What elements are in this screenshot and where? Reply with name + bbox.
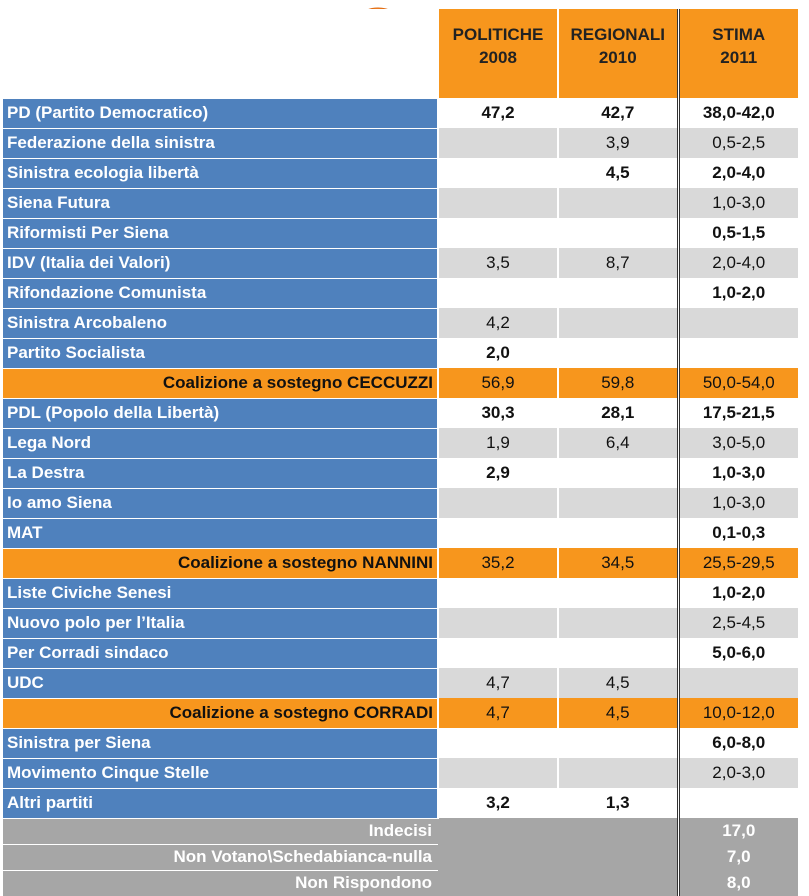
footer-label: Indecisi — [3, 818, 438, 844]
value-cell — [438, 638, 558, 668]
value-cell: 56,9 — [438, 368, 558, 398]
value-cell: 2,5-4,5 — [678, 608, 798, 638]
value-cell: 3,0-5,0 — [678, 428, 798, 458]
coalition-row — [3, 368, 798, 398]
party-row — [3, 218, 798, 248]
party-label: Rifondazione Comunista — [3, 278, 438, 308]
value-cell — [678, 308, 798, 338]
value-cell — [678, 338, 798, 368]
value-cell: 6,0-8,0 — [678, 728, 798, 758]
party-label: Partito Socialista — [3, 338, 438, 368]
party-row — [3, 668, 798, 698]
party-label: La Destra — [3, 458, 438, 488]
party-row — [3, 308, 798, 338]
value-cell: 0,5-2,5 — [678, 128, 798, 158]
value-cell: 8,7 — [558, 248, 678, 278]
party-label: Sinistra Arcobaleno — [3, 308, 438, 338]
value-cell: 3,9 — [558, 128, 678, 158]
party-row — [3, 758, 798, 788]
coalition-row — [3, 548, 798, 578]
coalition-label: Coalizione a sostegno NANNINI — [3, 548, 438, 578]
footer-value: 17,0 — [678, 818, 798, 844]
party-row — [3, 788, 798, 818]
party-row — [3, 188, 798, 218]
party-label: MAT — [3, 518, 438, 548]
footer-empty-cell — [438, 844, 558, 870]
party-label: Liste Civiche Senesi — [3, 578, 438, 608]
value-cell: 34,5 — [558, 548, 678, 578]
footer-empty-cell — [558, 818, 678, 844]
value-cell — [438, 188, 558, 218]
footer-value: 8,0 — [678, 870, 798, 896]
value-cell — [558, 308, 678, 338]
party-row — [3, 338, 798, 368]
value-cell — [558, 458, 678, 488]
value-cell — [558, 518, 678, 548]
value-cell: 4,5 — [558, 698, 678, 728]
party-row — [3, 488, 798, 518]
value-cell: 28,1 — [558, 398, 678, 428]
value-cell: 50,0-54,0 — [678, 368, 798, 398]
party-label: Sinistra ecologia libertà — [3, 158, 438, 188]
footer-empty-cell — [558, 844, 678, 870]
coalition-row — [3, 698, 798, 728]
value-cell: 59,8 — [558, 368, 678, 398]
party-row — [3, 458, 798, 488]
party-label: PD (Partito Democratico) — [3, 98, 438, 128]
value-cell: 0,5-1,5 — [678, 218, 798, 248]
value-cell — [678, 668, 798, 698]
party-label: PDL (Popolo della Libertà) — [3, 398, 438, 428]
value-cell — [558, 608, 678, 638]
value-cell: 4,5 — [558, 668, 678, 698]
header-row — [3, 9, 798, 98]
value-cell: 1,9 — [438, 428, 558, 458]
footer-label: Non Rispondono — [3, 870, 438, 896]
value-cell — [438, 128, 558, 158]
value-cell: 4,7 — [438, 668, 558, 698]
party-row — [3, 518, 798, 548]
party-label: Movimento Cinque Stelle — [3, 758, 438, 788]
party-row — [3, 428, 798, 458]
value-cell: 3,5 — [438, 248, 558, 278]
value-cell: 25,5-29,5 — [678, 548, 798, 578]
party-label: UDC — [3, 668, 438, 698]
value-cell: 3,2 — [438, 788, 558, 818]
header-politiche: POLITICHE 2008 — [438, 9, 558, 98]
party-row — [3, 398, 798, 428]
value-cell — [558, 278, 678, 308]
party-label: Riformisti Per Siena — [3, 218, 438, 248]
header-stima: STIMA 2011 — [678, 9, 798, 98]
value-cell: 1,0-3,0 — [678, 188, 798, 218]
coalition-label: Coalizione a sostegno CORRADI — [3, 698, 438, 728]
party-row — [3, 278, 798, 308]
party-label: Altri partiti — [3, 788, 438, 818]
value-cell: 2,0-4,0 — [678, 158, 798, 188]
party-label: Federazione della sinistra — [3, 128, 438, 158]
party-row — [3, 98, 798, 128]
value-cell: 47,2 — [438, 98, 558, 128]
value-cell: 2,0 — [438, 338, 558, 368]
footer-row — [3, 844, 798, 870]
value-cell: 38,0-42,0 — [678, 98, 798, 128]
coalition-label: Coalizione a sostegno CECCUZZI — [3, 368, 438, 398]
value-cell: 42,7 — [558, 98, 678, 128]
value-cell — [438, 518, 558, 548]
value-cell — [558, 488, 678, 518]
party-row — [3, 128, 798, 158]
party-row — [3, 248, 798, 278]
footer-value: 7,0 — [678, 844, 798, 870]
value-cell — [558, 578, 678, 608]
party-row — [3, 158, 798, 188]
value-cell — [438, 758, 558, 788]
party-label: Lega Nord — [3, 428, 438, 458]
value-cell: 30,3 — [438, 398, 558, 428]
value-cell — [558, 218, 678, 248]
party-label: IDV (Italia dei Valori) — [3, 248, 438, 278]
party-label: Io amo Siena — [3, 488, 438, 518]
value-cell — [438, 158, 558, 188]
party-row — [3, 578, 798, 608]
footer-empty-cell — [438, 818, 558, 844]
value-cell — [558, 728, 678, 758]
value-cell — [438, 278, 558, 308]
header-regionali: REGIONALI 2010 — [558, 9, 678, 98]
results-table — [3, 9, 798, 896]
party-label: Sinistra per Siena — [3, 728, 438, 758]
value-cell — [438, 608, 558, 638]
value-cell: 4,2 — [438, 308, 558, 338]
value-cell: 5,0-6,0 — [678, 638, 798, 668]
value-cell: 2,0-3,0 — [678, 758, 798, 788]
value-cell: 1,0-3,0 — [678, 488, 798, 518]
value-cell: 1,3 — [558, 788, 678, 818]
value-cell — [438, 488, 558, 518]
value-cell — [558, 338, 678, 368]
value-cell — [438, 578, 558, 608]
value-cell: 1,0-3,0 — [678, 458, 798, 488]
value-cell: 1,0-2,0 — [678, 578, 798, 608]
value-cell: 1,0-2,0 — [678, 278, 798, 308]
value-cell: 2,9 — [438, 458, 558, 488]
value-cell: 4,5 — [558, 158, 678, 188]
value-cell: 6,4 — [558, 428, 678, 458]
value-cell: 4,7 — [438, 698, 558, 728]
party-row — [3, 728, 798, 758]
value-cell — [558, 758, 678, 788]
value-cell: 10,0-12,0 — [678, 698, 798, 728]
footer-row — [3, 818, 798, 844]
logo-cell — [3, 9, 438, 98]
value-cell: 2,0-4,0 — [678, 248, 798, 278]
value-cell: 0,1-0,3 — [678, 518, 798, 548]
party-row — [3, 608, 798, 638]
value-cell — [678, 788, 798, 818]
value-cell: 35,2 — [438, 548, 558, 578]
value-cell: 17,5-21,5 — [678, 398, 798, 428]
value-cell — [438, 728, 558, 758]
value-cell — [438, 218, 558, 248]
value-cell — [558, 188, 678, 218]
party-label: Nuovo polo per l’Italia — [3, 608, 438, 638]
footer-label: Non Votano\Schedabianca-nulla — [3, 844, 438, 870]
party-label: Per Corradi sindaco — [3, 638, 438, 668]
party-label: Siena Futura — [3, 188, 438, 218]
party-row — [3, 638, 798, 668]
value-cell — [558, 638, 678, 668]
